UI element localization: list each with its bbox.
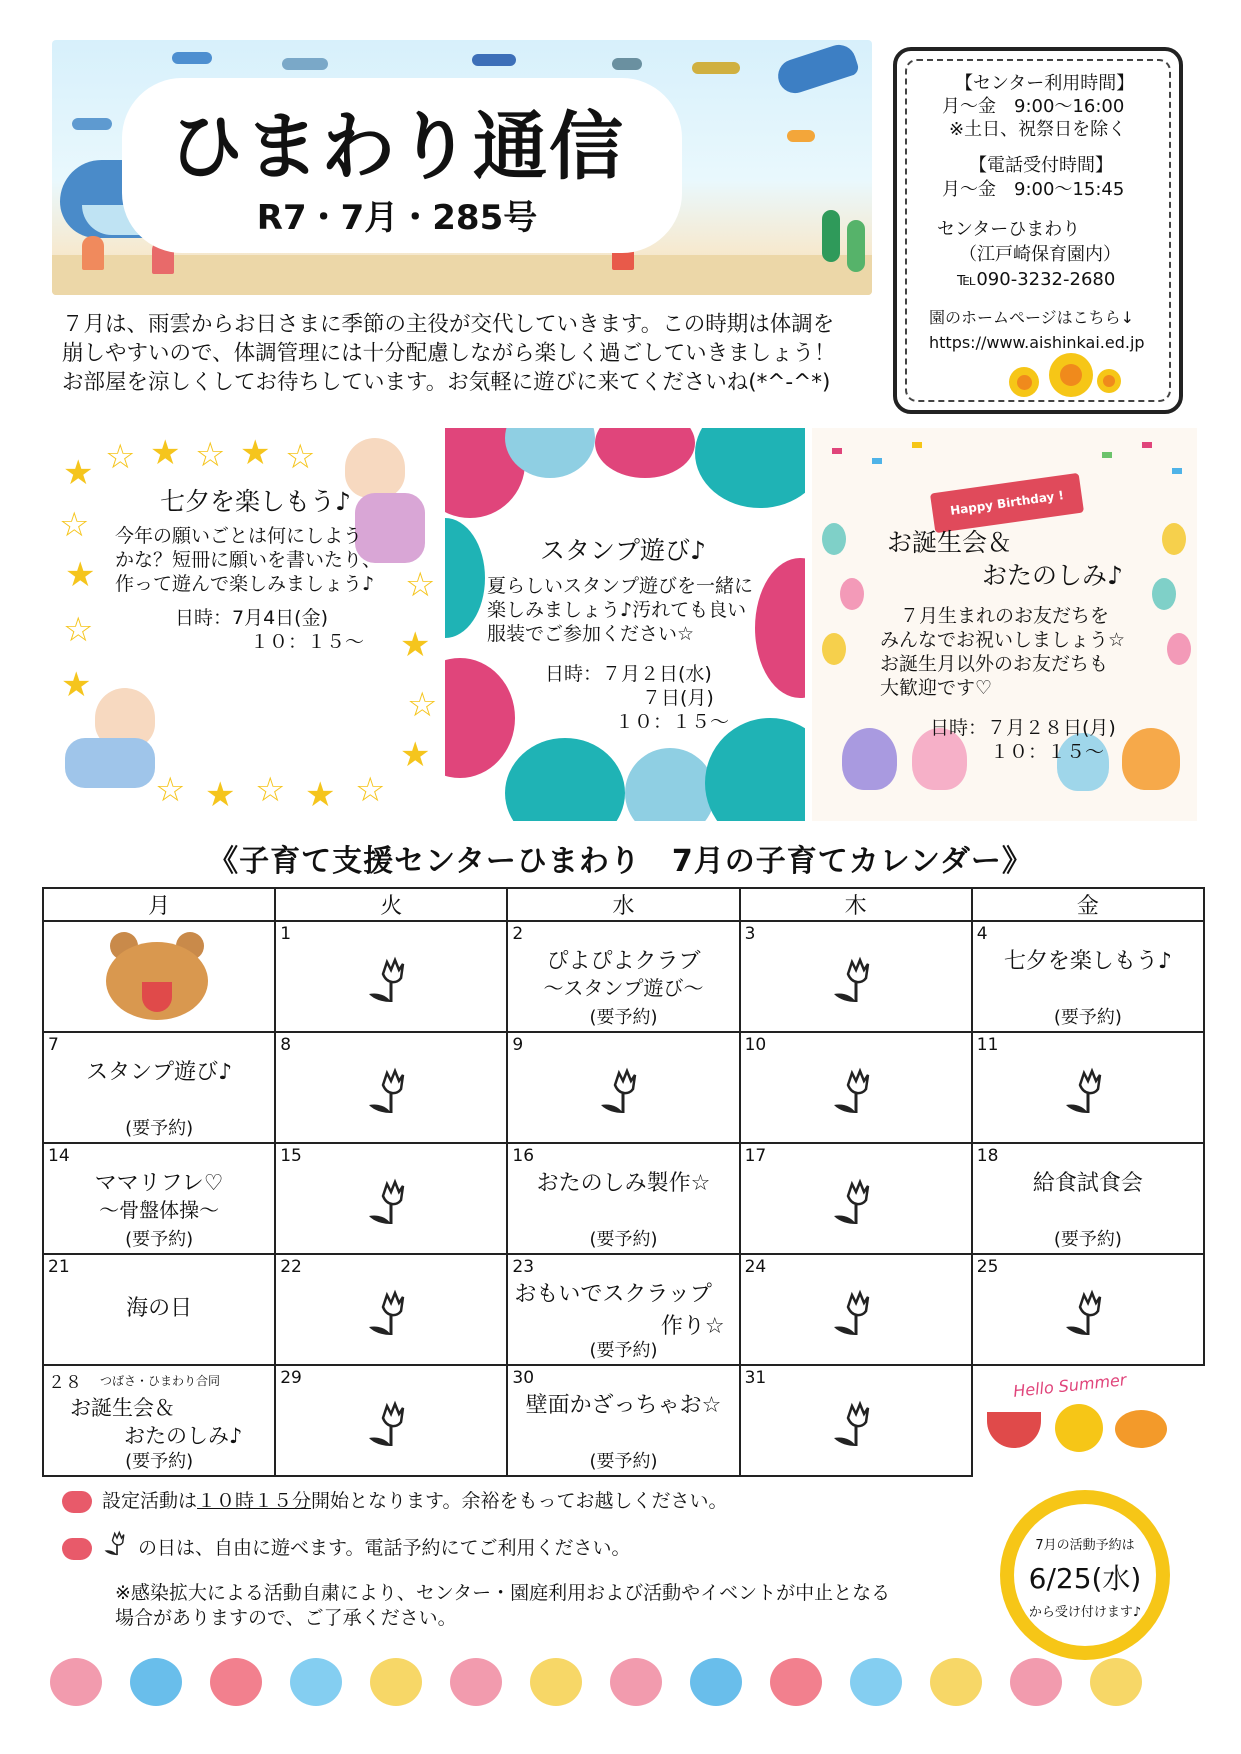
crab-icon — [770, 1658, 822, 1706]
reservation-required-label: (要予約) — [589, 1340, 658, 1361]
jellyfish-icon — [530, 1658, 582, 1706]
tulip-icon — [361, 1289, 421, 1345]
calendar-event: お誕生会＆ — [70, 1396, 175, 1420]
calendar-day-cell — [740, 921, 972, 1032]
mango-icon — [1115, 1410, 1167, 1448]
fish-illustration — [172, 52, 212, 64]
tulip-icon — [1058, 1289, 1118, 1345]
calendar-day-cell — [275, 1365, 507, 1476]
note-start-time: 設定活動は１０時１５分開始となります。余裕をもってお越しください。 — [102, 1490, 728, 1512]
homepage-label: 園のホームページはこちら↓ — [929, 308, 1135, 327]
calendar-event: 海の日 — [126, 1296, 193, 1321]
balloon-icon — [822, 633, 846, 665]
calendar-event-sub: ～スタンプ遊び～ — [543, 976, 704, 1000]
center-info-box — [893, 47, 1183, 414]
starfish-icon — [50, 1658, 102, 1706]
center-location: （江戸崎保育園内） — [959, 244, 1121, 265]
reservation-required-label: (要予約) — [589, 1451, 658, 1472]
reservation-required-label: (要予約) — [125, 1118, 194, 1139]
calendar-day-cell — [740, 1032, 972, 1143]
calendar-day-cell — [507, 1365, 739, 1476]
calendar-event-sub: 作り☆ — [660, 1314, 725, 1339]
day-number: 17 — [744, 1146, 767, 1166]
reservation-required-label: (要予約) — [1053, 1007, 1122, 1028]
calendar-day-cell — [275, 1143, 507, 1254]
jellyfish-icon — [1090, 1658, 1142, 1706]
hello-summer-illustration: Hello Summer — [972, 1365, 1204, 1476]
calendar-day-cell — [507, 921, 739, 1032]
hours-heading: 【センター利用時間】 — [955, 73, 1135, 94]
event-panel-birthday: Happy Birthday ! お誕生会＆ おたのしみ♪ ７月生まれのお友だちを みんなでお祝いしましょう☆ お誕生月以外のお友だちも 大歓迎です♡ 日時：７月２８日(月) １０：１５～ — [812, 428, 1197, 821]
event-date: 日時：７月２８日(月) — [930, 717, 1116, 739]
header-banner — [52, 40, 872, 295]
dolphin-illustration — [774, 40, 861, 97]
calendar-event: おもいでスクラップ — [514, 1282, 712, 1307]
tulip-icon — [826, 1178, 886, 1234]
fish-illustration — [282, 58, 328, 70]
day-number: 4 — [976, 924, 988, 944]
event-panel-stamp: スタンプ遊び♪ 夏らしいスタンプ遊びを一緒に 楽しみましょう♪汚れても良い 服装でご参加ください☆ 日時：７月２日(水) ７日(月) １０：１５～ — [445, 428, 805, 821]
calendar-day-cell — [275, 921, 507, 1032]
day-number: 18 — [976, 1146, 999, 1166]
calendar-event: スタンプ遊び♪ — [86, 1060, 233, 1085]
calendar-day-cell — [275, 1032, 507, 1143]
balloon-icon — [1152, 578, 1176, 610]
pineapple-icon — [1055, 1404, 1103, 1452]
bear-watermelon-illustration — [102, 932, 212, 1022]
day-number: 9 — [512, 1035, 524, 1055]
seaweed-illustration — [847, 220, 865, 272]
event-date: 日時：７月２日(水) — [545, 663, 712, 685]
tulip-icon — [361, 1178, 421, 1234]
tulip-icon — [361, 956, 421, 1012]
reservation-required-label: (要予約) — [125, 1451, 194, 1472]
jellyfish-icon — [290, 1658, 342, 1706]
calendar-day-cell — [507, 1143, 739, 1254]
tulip-icon — [593, 1067, 653, 1123]
phone-hours: 月～金 9:00～15:45 — [942, 179, 1125, 200]
issue-number: R7・7月・285号 — [256, 198, 538, 238]
shell-icon — [450, 1658, 502, 1706]
tulip-icon — [361, 1067, 421, 1123]
sea-creature-border — [40, 1650, 1200, 1720]
coral-illustration — [82, 236, 104, 270]
day-number: 7 — [48, 1035, 59, 1055]
calendar-event: おたのしみ製作☆ — [536, 1171, 711, 1196]
calendar-week — [43, 1032, 1204, 1143]
event-title: スタンプ遊び♪ — [540, 536, 706, 565]
calendar-day-cell — [972, 1032, 1204, 1143]
hours-text: 月～金 9:00～16:00 — [942, 96, 1125, 117]
weekday-header: 月 — [43, 888, 275, 921]
calendar-event-sub: おたのしみ♪ — [124, 1424, 243, 1448]
fish-illustration — [787, 130, 815, 142]
day-number: 15 — [280, 1146, 302, 1166]
sunflower-icon — [1049, 353, 1093, 397]
sunflower-icon — [1009, 367, 1039, 397]
day-number: 29 — [280, 1368, 302, 1388]
calendar-day-cell — [972, 1254, 1204, 1365]
hours-note: ※土日、祝祭日を除く — [949, 119, 1127, 140]
calendar-week — [43, 1143, 1204, 1254]
day-number: 2 — [512, 924, 524, 944]
event-title: 七夕を楽しもう♪ — [160, 487, 351, 516]
seaweed-illustration — [822, 210, 840, 262]
fish-illustration — [472, 54, 516, 66]
calendar-week — [43, 1254, 1204, 1365]
day-number: 30 — [512, 1368, 535, 1388]
starfish-icon — [610, 1658, 662, 1706]
day-number: 23 — [512, 1257, 535, 1277]
tulip-icon — [1058, 1067, 1118, 1123]
tulip-icon — [826, 956, 886, 1012]
calendar-day-cell — [43, 1365, 275, 1476]
tulip-icon — [826, 1289, 886, 1345]
heart-icon — [62, 1491, 92, 1513]
bear-illustration — [1122, 728, 1180, 790]
calendar-day-cell — [43, 1254, 275, 1365]
fish-illustration — [692, 62, 740, 74]
fish-illustration — [612, 58, 642, 70]
crab-icon — [210, 1658, 262, 1706]
balloon-icon — [1162, 523, 1186, 555]
note-covid-2: 場合がありますので、ご了承ください。 — [115, 1607, 457, 1629]
phone-number: ℡090-3232-2680 — [957, 269, 1116, 290]
reservation-required-label: (要予約) — [125, 1229, 194, 1250]
day-number: 24 — [744, 1257, 767, 1277]
shell-icon — [370, 1658, 422, 1706]
calendar-event: 給食試食会 — [1032, 1171, 1143, 1196]
tulip-icon — [826, 1067, 886, 1123]
tulip-icon — [361, 1400, 421, 1456]
weekday-header: 火 — [275, 888, 507, 921]
shell-icon — [130, 1658, 182, 1706]
calendar-day-cell — [740, 1254, 972, 1365]
day-number: 16 — [512, 1146, 535, 1166]
homepage-url[interactable]: https://www.aishinkai.ed.jp — [929, 333, 1145, 352]
cat-illustration — [842, 728, 897, 790]
weekday-header: 木 — [740, 888, 972, 921]
balloon-icon — [840, 578, 864, 610]
calendar-event: ママリフレ♡ — [94, 1171, 224, 1196]
reservation-required-label: (要予約) — [589, 1007, 658, 1028]
day-number: 1 — [280, 924, 292, 944]
center-name: センターひまわり — [937, 219, 1081, 240]
calendar-event: 壁面かざっちゃお☆ — [525, 1393, 722, 1418]
calendar-week — [43, 1365, 1204, 1476]
day-number: ２８ — [48, 1373, 82, 1393]
calendar-day-cell — [43, 1032, 275, 1143]
tulip-icon — [100, 1530, 134, 1562]
calendar-day-cell — [43, 1143, 275, 1254]
reservation-date: 6/25(水) — [1028, 1562, 1142, 1595]
day-number: 10 — [744, 1035, 767, 1055]
day-number: 25 — [976, 1257, 999, 1277]
intro-paragraph: ７月は、雨雲からお日さまに季節の主役が交代していきます。この時期は体調を 崩しやすいので、体調管理には十分配慮しながら楽しく過ごしていきましょう！ お部屋を涼しくしてお待ちしています。お気軽に遊びに来てくださいね(*^-^*) — [62, 312, 836, 395]
shell-icon — [930, 1658, 982, 1706]
calendar-event: 七夕を楽しもう♪ — [1003, 949, 1172, 974]
balloon-icon — [1167, 633, 1191, 665]
day-number: 21 — [48, 1257, 70, 1277]
sunflower-icon — [1097, 369, 1121, 393]
calendar-day-cell — [43, 921, 275, 1032]
calendar-day-cell — [972, 1143, 1204, 1254]
fish-illustration — [72, 118, 112, 130]
day-number: 31 — [744, 1368, 767, 1388]
calendar-week — [43, 921, 1204, 1032]
reservation-required-label: (要予約) — [589, 1229, 658, 1250]
watermelon-icon — [987, 1412, 1041, 1448]
calendar-event: ぴよぴよクラブ — [546, 949, 701, 974]
day-number: 11 — [976, 1035, 999, 1055]
day-number: 3 — [744, 924, 756, 944]
event-title: お誕生会＆ — [887, 528, 1013, 557]
shell-icon — [690, 1658, 742, 1706]
newsletter-title: ひまわり通信 — [169, 104, 625, 190]
reservation-badge: 7月の活動予約は 6/25(水) から受け付けます♪ — [1000, 1490, 1170, 1660]
event-date: 日時：7月4日(金) — [175, 607, 329, 629]
event-panel-tanabata: ★ ☆ ★ ☆ ★ ☆ ☆ ★ ☆ ★ ☆ ★ ☆ ★ ☆ ★ ☆ ★ ☆ 七夕を楽しもう♪ 今年の願いごとは何にしよう かな？短冊に願いを書いたり、 作って遊んで楽しみましょう♪ 日時：7月4日(金) １０：１５～ — [55, 428, 445, 821]
day-number: 8 — [280, 1035, 292, 1055]
calendar-day-cell — [740, 1365, 972, 1476]
calendar-table — [42, 887, 1205, 1477]
calendar-day-cell — [740, 1143, 972, 1254]
day-number: 14 — [48, 1146, 70, 1166]
note-free-play: の日は、自由に遊べます。電話予約にてご利用ください。 — [138, 1537, 631, 1559]
jellyfish-icon — [850, 1658, 902, 1706]
weekday-header: 水 — [507, 888, 739, 921]
calendar-event-sub: ～骨盤体操～ — [99, 1198, 220, 1222]
calendar-title: 《子育て支援センターひまわり 7月の子育てカレンダー》 — [208, 844, 1033, 879]
happy-birthday-banner: Happy Birthday ! — [930, 473, 1084, 533]
joint-event-note: つばさ・ひまわり合同 — [100, 1374, 221, 1388]
reservation-required-label: (要予約) — [1053, 1229, 1122, 1250]
balloon-icon — [822, 523, 846, 555]
orihime-illustration — [345, 438, 405, 498]
weekday-header: 金 — [972, 888, 1204, 921]
calendar-day-cell — [507, 1032, 739, 1143]
phone-heading: 【電話受付時間】 — [969, 155, 1113, 176]
calendar-day-cell — [275, 1254, 507, 1365]
tulip-icon — [826, 1400, 886, 1456]
calendar-day-cell — [507, 1254, 739, 1365]
heart-icon — [62, 1538, 92, 1560]
note-covid: ※感染拡大による活動自粛により、センター・園庭利用および活動やイベントが中止となる — [115, 1582, 891, 1604]
shell-icon — [1010, 1658, 1062, 1706]
calendar-day-cell — [972, 921, 1204, 1032]
day-number: 22 — [280, 1257, 302, 1277]
